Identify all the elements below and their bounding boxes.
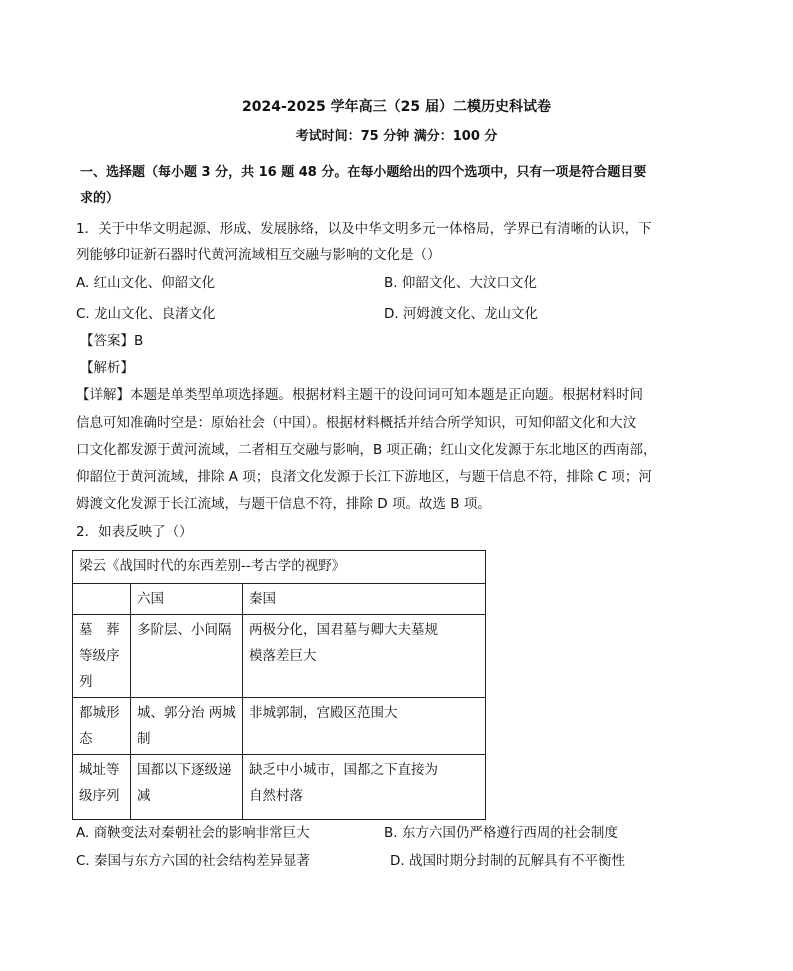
q1-analysis-label: 【解析】 — [80, 360, 134, 376]
table-row — [73, 615, 486, 698]
row-label-tomb — [73, 615, 131, 698]
page-title: 2024-2025 学年高三（25 届）二模历史科试卷 — [242, 99, 551, 115]
table-caption: 梁云《战国时代的东西差别--考古学的视野》 — [73, 551, 486, 584]
row-label-line: 等级序 — [79, 648, 120, 664]
comparison-table — [72, 550, 486, 820]
row-label-line: 城址等 — [79, 762, 120, 778]
cell-line: 非城郭制，宫殿区范围大 — [249, 705, 398, 721]
row-label-line: 列 — [79, 674, 93, 690]
q1-answer: 【答案】B — [80, 333, 144, 349]
table-header-row — [73, 584, 486, 615]
row-label-line: 级序列 — [79, 788, 120, 804]
q2-option-d: D. 战国时期分封制的瓦解具有不平衡性 — [390, 853, 625, 869]
q2-option-b: B. 东方六国仍严格遵行西周的社会制度 — [384, 825, 618, 841]
q1-detail-line-4: 仰韶位于黄河流域，排除 A 项；良渚文化发源于长江下游地区，与题干信息不符，排除 C 项；河 — [76, 469, 652, 485]
cell-line: 模落差巨大 — [249, 648, 317, 664]
table-caption-row — [73, 551, 486, 584]
q1-detail-line-5: 姆渡文化发源于长江流域，与题干信息不符，排除 D 项。故选 B 项。 — [76, 496, 491, 512]
cell-qin — [243, 615, 486, 698]
table-row — [73, 698, 486, 755]
q2-option-c: C. 秦国与东方六国的社会结构差异显著 — [76, 853, 311, 869]
section-heading-line-2: 求的） — [80, 191, 120, 206]
cell-six-states: 国都以下逐级递减 — [131, 755, 243, 820]
row-label-line: 都城形态 — [79, 705, 120, 747]
q1-detail-line-1: 【详解】本题是单类型单项选择题。根据材料主题干的设问词可知本题是正向题。根据材料时间 — [76, 387, 643, 403]
q1-detail-line-2: 信息可知准确时空是：原始社会（中国）。根据材料概括并结合所学知识，可知仰韶文化和大汶 — [76, 415, 637, 431]
q1-detail-line-3: 口文化都发源于黄河流域，二者相互交融与影响，B 项正确；红山文化发源于东北地区的西南部， — [76, 442, 657, 458]
q1-option-c: C. 龙山文化、良渚文化 — [76, 306, 216, 322]
row-label-line: 墓 葬 — [79, 622, 120, 638]
cell-qin — [243, 698, 486, 755]
section-heading-line-1: 一、选择题（每小题 3 分，共 16 题 48 分。在每小题给出的四个选项中，只有一项是符合题目要 — [80, 165, 647, 180]
q1-option-d: D. 河姆渡文化、龙山文化 — [384, 306, 538, 322]
q2-stem: 2．如表反映了（） — [76, 524, 193, 540]
cell-six-states: 多阶层、小间隔 — [131, 615, 243, 698]
cell-qin — [243, 755, 486, 820]
q1-option-b: B. 仰韶文化、大汶口文化 — [384, 275, 537, 291]
table-header-six-states: 六国 — [131, 584, 243, 615]
cell-line: 自然村落 — [249, 788, 303, 804]
table-row — [73, 755, 486, 820]
q1-option-a: A. 红山文化、仰韶文化 — [76, 275, 216, 291]
q2-option-a: A. 商鞅变法对秦朝社会的影响非常巨大 — [76, 825, 310, 841]
q1-stem-line-1: 1．关于中华文明起源、形成、发展脉络，以及中华文明多元一体格局，学界已有清晰的认识，下 — [76, 221, 652, 237]
row-label-capital — [73, 698, 131, 755]
exam-info: 考试时间：75 分钟 满分：100 分 — [295, 129, 498, 144]
table-header-qin: 秦国 — [243, 584, 486, 615]
cell-line: 两极分化，国君墓与卿大夫墓规 — [249, 622, 438, 638]
cell-line: 缺乏中小城市，国都之下直接为 — [249, 762, 438, 778]
q1-stem-line-2: 列能够印证新石器时代黄河流域相互交融与影响的文化是（） — [76, 247, 441, 263]
row-label-city-hierarchy — [73, 755, 131, 820]
cell-six-states: 城、郭分治 两城制 — [131, 698, 243, 755]
table-header-empty — [73, 584, 131, 615]
